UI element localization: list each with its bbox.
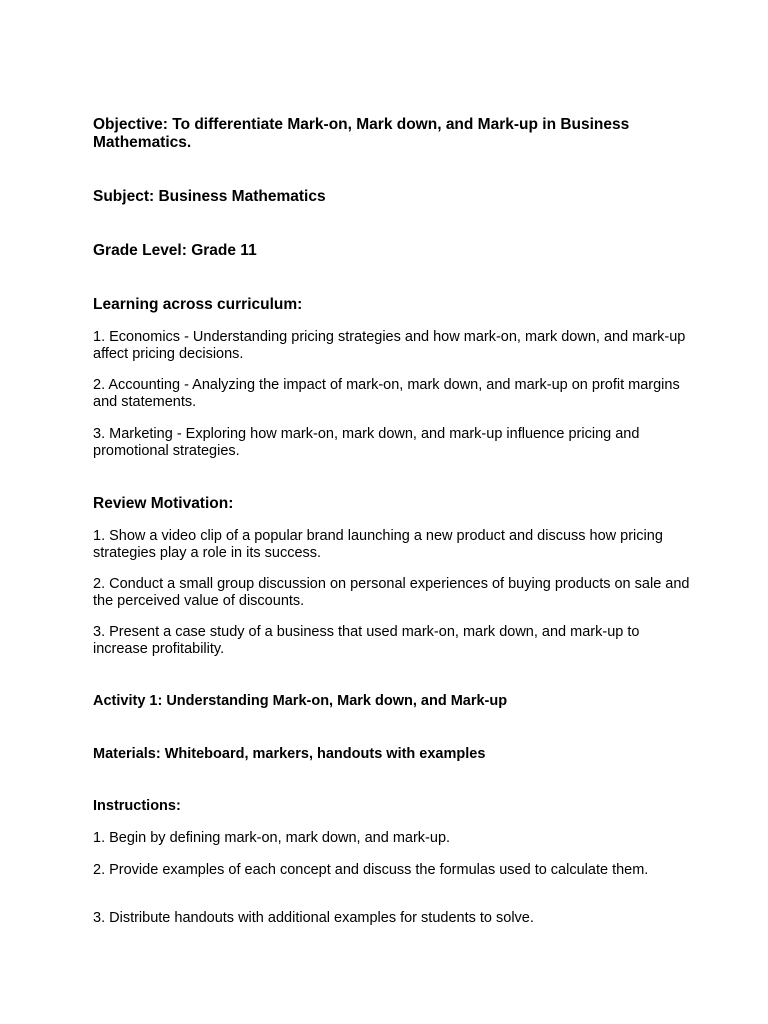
curriculum-item-economics: 1. Economics - Understanding pricing strategies and how mark-on, mark down, and mark-up affect pricing decisions. [93, 329, 686, 362]
instructions-heading: Instructions: [93, 798, 181, 814]
activity-1-heading: Activity 1: Understanding Mark-on, Mark down, and Mark-up [93, 693, 508, 709]
review-motivation-heading: Review Motivation: [93, 495, 234, 512]
materials-heading: Materials: Whiteboard, markers, handouts with examples [93, 746, 486, 762]
motivation-item-discussion: 2. Conduct a small group discussion on personal experiences of buying products on sale and the perceived value of discounts. [93, 576, 690, 609]
instruction-item-handouts: 3. Distribute handouts with additional examples for students to solve. [93, 910, 534, 926]
grade-level-heading: Grade Level: Grade 11 [93, 242, 257, 259]
instruction-item-define: 1. Begin by defining mark-on, mark down, and mark-up. [93, 830, 451, 846]
objective-heading: Objective: To differentiate Mark-on, Mark down, and Mark-up in Business Mathematics. [93, 116, 630, 151]
curriculum-item-accounting: 2. Accounting - Analyzing the impact of mark-on, mark down, and mark-up on profit margins and statements. [93, 377, 680, 410]
instruction-item-examples: 2. Provide examples of each concept and discuss the formulas used to calculate them. [93, 862, 649, 878]
motivation-item-video: 1. Show a video clip of a popular brand launching a new product and discuss how pricing strategies play a role in its success. [93, 528, 663, 561]
curriculum-item-marketing: 3. Marketing - Exploring how mark-on, mark down, and mark-up influence pricing and promotional strategies. [93, 426, 640, 459]
motivation-item-case-study: 3. Present a case study of a business that used mark-on, mark down, and mark-up to increase profitability. [93, 624, 640, 657]
subject-heading: Subject: Business Mathematics [93, 188, 326, 205]
learning-across-curriculum-heading: Learning across curriculum: [93, 296, 303, 313]
